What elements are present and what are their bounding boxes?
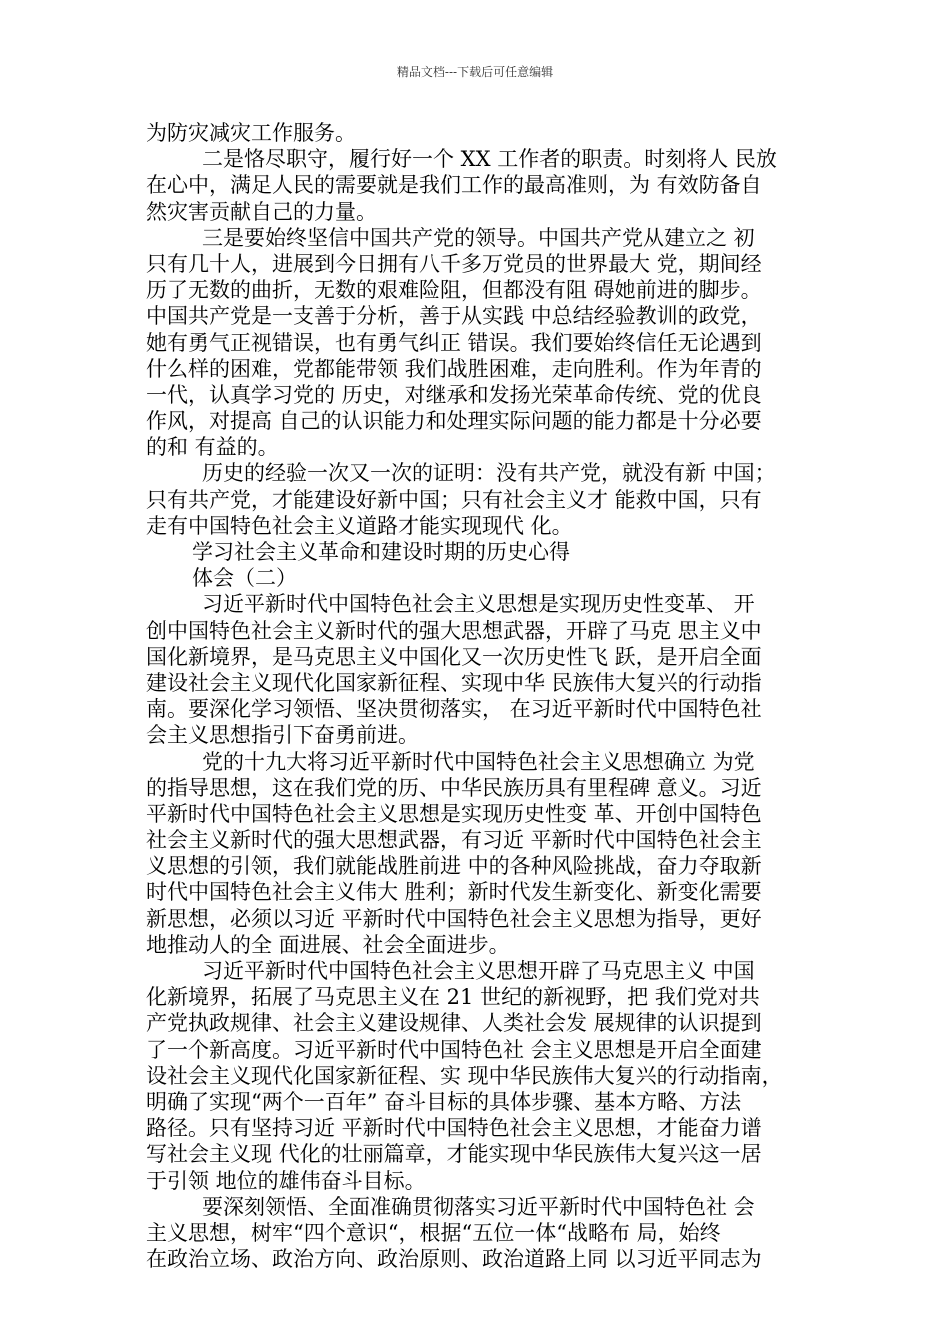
text-line: 写社会主义现 代化的壮丽篇章，才能实现中华民族伟大复兴这一居 (146, 1142, 762, 1167)
text-line: 明确了实现“两个一百年” 奋斗目标的具体步骤、基本方略、方法 (146, 1089, 742, 1114)
text-line: 二是恪尽职守，履行好一个 XX 工作者的职责。时刻将人 民放 (202, 147, 777, 172)
text-line: 建设社会主义现代化国家新征程、实现中华 民族伟大复兴的行动指 (146, 670, 762, 695)
text-line: 时代中国特色社会主义伟大 胜利；新时代发生新变化、新变化需要 (146, 880, 762, 905)
text-line: 义思想的引领，我们就能战胜前进 中的各种风险挑战，奋力夺取新 (146, 854, 762, 879)
text-line: 为防灾减灾工作服务。 (146, 121, 356, 145)
text-line: 路径。只有坚持习近 平新时代中国特色社会主义思想，才能奋力谱 (146, 1116, 762, 1141)
text-line: 南。要深化学习领悟、坚决贯彻落实， 在习近平新时代中国特色社 (146, 697, 762, 722)
text-line: 的指导思想，这在我们党的历、中华民族历具有里程碑 意义。习近 (146, 775, 762, 800)
text-line: 学习社会主义革命和建设时期的历史心得 (192, 540, 570, 564)
text-line: 设社会主义现代化国家新征程、实 现中华民族伟大复兴的行动指南， (146, 1063, 783, 1088)
text-line: 然灾害贡献自己的力量。 (146, 199, 377, 224)
text-line: 她有勇气正视错误，也有勇气纠正 错误。我们要始终信任无论遇到 (146, 330, 762, 355)
text-line: 习近平新时代中国特色社会主义思想开辟了马克思主义 中国 (202, 959, 755, 983)
text-line: 主义思想，树牢“四个意识“，根据“五位一体“战略布 局，始终 (146, 1220, 721, 1245)
page-header: 精品文档---下载后可任意编辑 (396, 65, 554, 79)
text-line: 平新时代中国特色社会主义思想是实现历史性变 革、开创中国特色 (146, 801, 762, 826)
text-line: 习近平新时代中国特色社会主义思想是实现历史性变革、 开 (202, 592, 755, 617)
text-line: 了一个新高度。习近平新时代中国特色社 会主义思想是开启全面建 (146, 1037, 762, 1062)
text-line: 在政治立场、政治方向、政治原则、政治道路上同 以习近平同志为 (146, 1247, 762, 1272)
text-line: 化新境界，拓展了马克思主义在 21 世纪的新视野，把 我们党对共 (146, 985, 760, 1010)
text-line: 一代，认真学习党的 历史，对继承和发扬光荣革命传统、党的优良 (146, 382, 762, 407)
text-line: 党的十九大将习近平新时代中国特色社会主义思想确立 为党 (202, 749, 755, 774)
text-line: 地推动人的全 面进展、社会全面进步。 (146, 932, 510, 957)
text-line: 要深刻领悟、全面准确贯彻落实习近平新时代中国特色社 会 (202, 1194, 755, 1219)
text-line: 中国共产党是一支善于分析，善于从实践 中总结经验教训的政党， (146, 304, 762, 329)
text-line: 在心中，满足人民的需要就是我们工作的最高准则，为 有效防备自 (146, 173, 762, 198)
text-line: 社会主义新时代的强大思想武器，有习近 平新时代中国特色社会主 (146, 828, 762, 853)
text-line: 三是要始终坚信中国共产党的领导。中国共产党从建立之 初 (202, 225, 755, 250)
text-line: 产党执政规律、社会主义建设规律、人类社会发 展规律的认识提到 (146, 1011, 762, 1036)
text-line: 历史的经验一次又一次的证明：没有共产党，就没有新 中国； (202, 461, 776, 486)
text-line: 只有共产党，才能建设好新中国；只有社会主义才 能救中国，只有 (146, 487, 762, 512)
text-line: 走有中国特色社会主义道路才能实现现代 化。 (146, 513, 573, 538)
text-line: 新思想，必须以习近 平新时代中国特色社会主义思想为指导，更好 (146, 906, 762, 931)
document-body (146, 120, 806, 1272)
text-line: 创中国特色社会主义新时代的强大思想武器，开辟了马克 思主义中 (146, 618, 762, 643)
text-line: 国化新境界，是马克思主义中国化又一次历史性飞 跃，是开启全面 (146, 644, 762, 669)
text-line: 会主义思想指引下奋勇前进。 (146, 723, 419, 748)
text-line: 什么样的困难，党都能带领 我们战胜困难，走向胜利。作为年青的 (146, 356, 762, 381)
text-line: 作风，对提高 自己的认识能力和处理实际问题的能力都是十分必要 (146, 409, 762, 434)
text-line: 只有几十人，进展到今日拥有八千多万党员的世界最大 党，期间经 (146, 251, 762, 276)
text-line: 历了无数的曲折，无数的艰难险阻，但都没有阻 碍她前进的脚步。 (146, 278, 762, 303)
text-line: 体会（二） (192, 566, 297, 591)
text-line: 的和 有益的。 (146, 435, 279, 460)
text-line: 于引领 地位的雄伟奋斗目标。 (146, 1168, 426, 1193)
